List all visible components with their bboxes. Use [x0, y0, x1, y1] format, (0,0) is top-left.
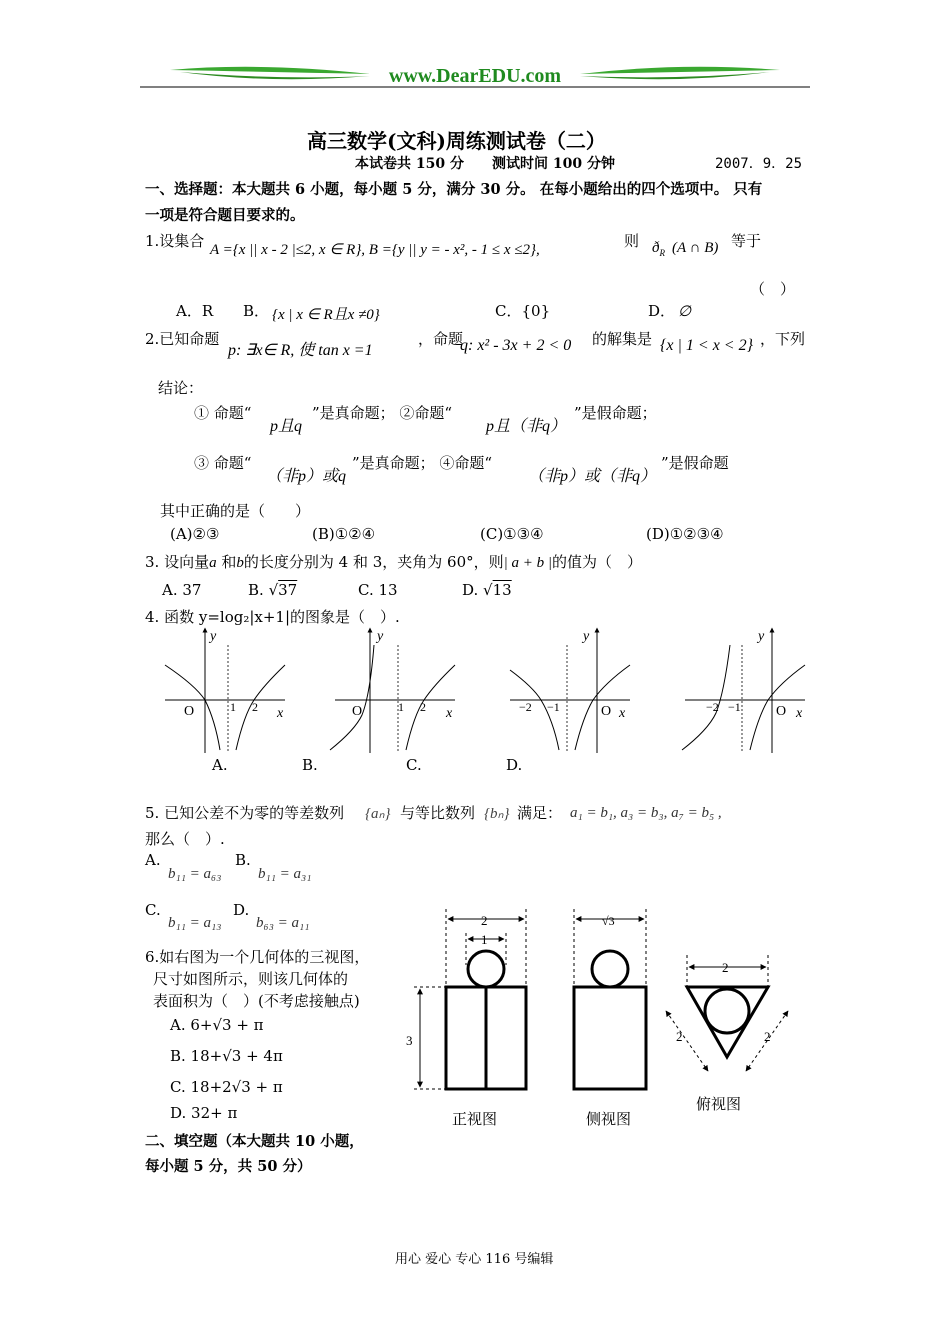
q2-s1d: p且（非q）	[486, 418, 567, 435]
q4-graph-d	[682, 629, 805, 753]
q4c-o: O	[601, 704, 612, 719]
dim-front-2: 2	[481, 913, 488, 928]
dim-front-3: 3	[406, 1033, 413, 1048]
q4a-2: 2	[252, 700, 258, 714]
q5-option-a: A.	[145, 851, 161, 869]
section2-heading-line2: 每小题 5 分，共 50 分）	[145, 1158, 312, 1175]
q2-jiejishi: 的解集是	[592, 330, 653, 348]
q4-graphs	[160, 625, 820, 755]
q5-an: {aₙ}	[365, 806, 391, 822]
q4-graph-c	[510, 629, 630, 753]
q2-q-formula: q: x² - 3x + 2 < 0	[460, 337, 572, 354]
header-logo	[140, 58, 810, 92]
q4b-y: y	[377, 629, 384, 644]
q2-s2c: ”是真命题； ④命题“	[352, 454, 493, 472]
q4-label-a: A.	[212, 756, 228, 774]
page-date: 2007．9．25	[715, 156, 803, 172]
q2-option-b: (B)①②④	[312, 525, 376, 543]
q2-s1e: ”是假命题；	[574, 404, 657, 422]
q6-three-views	[400, 905, 810, 1135]
q4b-x: x	[446, 706, 453, 721]
q6-line2: 尺寸如图所示，则该几何体的	[153, 970, 349, 988]
q2-option-a: (A)②③	[170, 525, 220, 543]
q2-s1a: ① 命题“	[194, 404, 252, 422]
q5-option-d-math: b₆₃ = a₁₁	[256, 915, 310, 931]
q4-graph-a	[165, 629, 285, 753]
q1-complement: $ð_R$	[652, 240, 665, 258]
q3-option-c: C. 13	[358, 581, 398, 599]
dim-top-right-2: 2	[764, 1029, 771, 1044]
q2-s2b: （非p）或q	[266, 468, 347, 485]
q1-option-a: A．R	[176, 302, 214, 320]
side-view-label: 侧视图	[586, 1112, 632, 1128]
q6-line3: 表面积为（ ）(不考虑接触点)	[153, 992, 360, 1010]
q2-s2d: （非p）或（非q）	[528, 468, 657, 485]
q1-option-d-math: ∅	[678, 304, 692, 320]
q3-option-a: A. 37	[162, 581, 202, 599]
q4-graph-b	[330, 629, 455, 753]
page-footer: 用心 爱心 专心 116 号编辑	[395, 1252, 554, 1267]
q4a-o: O	[184, 704, 195, 719]
q4a-1: 1	[230, 700, 236, 714]
q6-line1: 6.如右图为一个几何体的三视图，	[145, 948, 370, 966]
q4a-y: y	[210, 629, 217, 644]
q4-text: 4. 函数 y=log₂|x+1|的图象是（ ）.	[145, 608, 400, 626]
q4d-y: y	[758, 629, 765, 644]
q2-jielun: 结论：	[158, 379, 204, 397]
q5-option-b: B.	[235, 851, 251, 869]
q1-prefix: 1.设集合	[145, 232, 205, 250]
q6-option-a: A. 6+√3 + π	[170, 1016, 264, 1034]
q1-paren-expr: (A ∩ B)	[672, 240, 719, 256]
front-view-label: 正视图	[452, 1112, 498, 1128]
q4d-m1: −1	[728, 700, 741, 714]
q1-option-b-math: {x | x ∈ R且x ≠0}	[272, 307, 380, 323]
q1-formula: A ={x || x - 2 |≤2, x ∈ R}, B ={y || y = - x², - 1 ≤ x ≤2},	[210, 242, 540, 258]
q4-label-b: B.	[302, 756, 318, 774]
q2-prefix: 2.已知命题	[145, 330, 220, 348]
q5-p1: 5. 已知公差不为零的等差数列	[145, 804, 345, 822]
q2-ask: 其中正确的是（ ）	[160, 502, 311, 520]
q2-s1c: ”是真命题； ②命题“	[312, 404, 453, 422]
q6-option-d: D. 32+ π	[170, 1104, 238, 1122]
q5-p2: 与等比数列	[400, 804, 476, 822]
dim-top-left-2: 2	[676, 1029, 683, 1044]
q4c-y: y	[583, 629, 590, 644]
q2-p-formula: p: ∃x∈ R, 使 tan x =1	[228, 342, 373, 359]
dim-side-sqrt3: √3	[602, 914, 615, 928]
q5-option-b-math: b₁₁ = a₃₁	[258, 866, 312, 882]
q6-option-c: C. 18+2√3 + π	[170, 1078, 283, 1096]
q2-option-d: (D)①②③④	[646, 525, 724, 543]
q4c-x: x	[619, 706, 626, 721]
q3-option-b: B. √37	[248, 581, 298, 599]
front-view	[406, 909, 526, 1128]
page-title: 高三数学(文科)周练测试卷（二）	[307, 129, 606, 153]
q2-mid: ，命题	[418, 330, 464, 348]
q2-s2a: ③ 命题“	[194, 454, 252, 472]
q4c-m2: −2	[519, 700, 532, 714]
q1-option-d: D．	[648, 302, 676, 320]
q3-option-d: D. √13	[462, 581, 512, 599]
q1-dengyu: 等于	[731, 232, 762, 250]
q2-option-c: (C)①③④	[480, 525, 544, 543]
q4d-o: O	[776, 704, 787, 719]
q4b-1: 1	[398, 700, 404, 714]
side-view	[574, 909, 646, 1128]
q4d-m2: −2	[706, 700, 719, 714]
q1-option-b: B．	[243, 302, 270, 320]
q4-label-d: D.	[506, 756, 523, 774]
q1-blank: （ ）	[750, 280, 796, 298]
q4d-x: x	[796, 706, 803, 721]
q4a-x: x	[277, 706, 284, 721]
q5-option-a-math: b₁₁ = a₆₃	[168, 866, 222, 882]
q2-set: {x | 1 < x < 2}	[660, 337, 753, 354]
dim-front-1: 1	[481, 932, 488, 947]
q5-option-c-math: b₁₁ = a₁₃	[168, 915, 222, 931]
q5-cond: a₁ = b₁, a₃ = b₃, a₇ = b₅ ,	[570, 805, 722, 821]
q2-s2e: ”是假命题	[661, 454, 729, 472]
q5-option-d: D.	[233, 901, 250, 919]
q4-label-c: C.	[406, 756, 422, 774]
section1-heading-line2: 一项是符合题目要求的。	[145, 207, 305, 224]
q1-ze: 则	[624, 232, 640, 250]
header-logo-text: www.DearEDU.com	[388, 65, 562, 87]
q5-p3: 满足：	[517, 804, 563, 822]
dim-top-2: 2	[722, 960, 729, 975]
q1-option-c: C．{0}	[495, 302, 551, 320]
section1-heading: 一、选择题：本大题共 6 小题，每小题 5 分，满分 30 分。 在每小题给出的四个选项中。 只有	[145, 181, 763, 198]
q4b-2: 2	[420, 700, 426, 714]
q6-option-b: B. 18+√3 + 4π	[170, 1047, 283, 1065]
q5-option-c: C.	[145, 901, 161, 919]
q4c-m1: −1	[547, 700, 560, 714]
q2-tail: ，下列	[760, 330, 806, 348]
q5-p4: 那么（ ）.	[145, 830, 225, 848]
q4b-o: O	[352, 704, 363, 719]
section2-heading: 二、填空题（本大题共 10 小题，	[145, 1133, 364, 1150]
top-view-label: 俯视图	[696, 1097, 742, 1113]
top-view	[666, 955, 788, 1113]
page-subtitle: 本试卷共 150 分 测试时间 100 分钟	[355, 156, 615, 172]
q5-bn: {bₙ}	[484, 806, 510, 822]
q3-line: 3. 设向量a 和b的长度分别为 4 和 3，夹角为 60°，则| a + b |的值为（ ）	[145, 553, 643, 571]
q2-s1b: p且q	[270, 418, 303, 435]
